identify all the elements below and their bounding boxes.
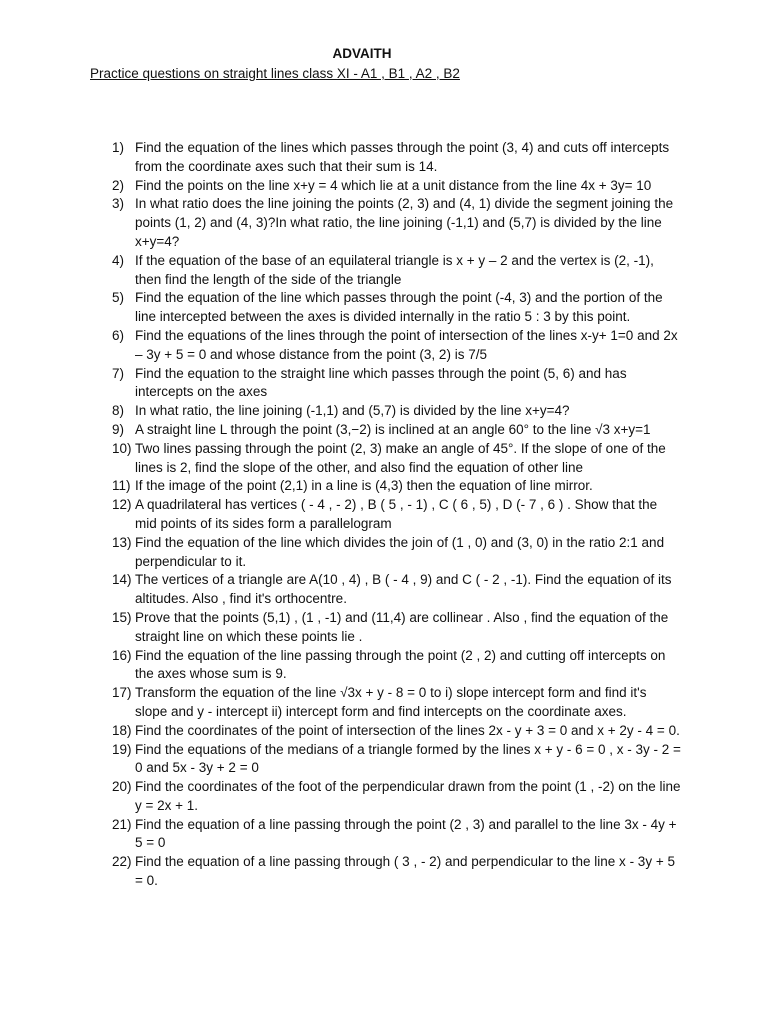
question-text: Find the equation of the lines which passes through the point (3, 4) and cuts off intercepts from the coordinate axes such that their sum is 14.	[135, 140, 670, 174]
question-item	[112, 289, 682, 327]
question-item	[112, 402, 682, 421]
question-item	[112, 534, 682, 572]
question-item	[112, 421, 682, 440]
question-number: 9)	[112, 421, 125, 437]
question-text: Find the equation of the line which passes through the point (-4, 3) and the portion of the line intercepted between the axes is divided internally in the ratio 5 : 3 by this point.	[135, 290, 663, 325]
question-number: 19)	[112, 741, 132, 757]
question-text: Find the equations of the medians of a triangle formed by the lines x + y - 6 = 0 , x - 3y - 2 = 0 and 5x - 3y + 2 = 0	[135, 741, 681, 776]
question-item	[112, 477, 682, 496]
question-item	[112, 571, 682, 609]
question-item	[112, 816, 682, 854]
question-text: Find the equation of a line passing through the point (2 , 3) and parallel to the line 3x - 4y + 5 = 0	[135, 816, 677, 851]
question-number: 17)	[112, 685, 132, 701]
question-number: 21)	[112, 816, 132, 832]
question-number: 13)	[112, 534, 132, 550]
question-number: 10)	[112, 440, 132, 456]
question-number: 15)	[112, 609, 132, 625]
question-text: A straight line L through the point (3,−2) is inclined at an angle 60° to the line √3 x+y=1	[135, 421, 651, 437]
question-text: Prove that the points (5,1) , (1 , -1) and (11,4) are collinear . Also , find the equation of the straight line on which these points lie .	[135, 609, 669, 644]
question-text: Transform the equation of the line √3x + y - 8 = 0 to i) slope intercept form and find it's slope and y - intercept ii) intercept form and find intercepts on the coordinate axes.	[135, 685, 647, 719]
question-item	[112, 195, 682, 251]
question-item	[112, 496, 682, 534]
question-text: Find the equation of a line passing through ( 3 , - 2) and perpendicular to the line x - 3y + 5 = 0.	[135, 854, 675, 889]
question-text: Find the equations of the lines through the point of intersection of the lines x-y+ 1=0 and 2x – 3y + 5 = 0 and whose distance from the point (3, 2) is 7/5	[135, 327, 678, 362]
question-item	[112, 647, 682, 685]
question-text: The vertices of a triangle are A(10 , 4) , B ( - 4 , 9) and C ( - 2 , -1). Find the equation of its altitudes. Also , find it's orthocentre.	[135, 572, 672, 607]
question-text: Find the coordinates of the foot of the perpendicular drawn from the point (1 , -2) on the line y = 2x + 1.	[135, 779, 681, 813]
question-item	[112, 177, 682, 196]
question-text: Find the coordinates of the point of intersection of the lines 2x - y + 3 = 0 and x + 2y - 4 = 0.	[135, 722, 680, 738]
question-number: 14)	[112, 572, 132, 588]
question-item	[112, 440, 682, 478]
question-item	[112, 853, 682, 891]
question-number: 18)	[112, 722, 132, 738]
question-item	[112, 778, 682, 816]
document-subtitle: Practice questions on straight lines class XI - A1 , B1 , A2 , B2	[90, 66, 460, 81]
question-number: 11)	[112, 478, 131, 494]
question-text: Find the equation of the line passing through the point (2 , 2) and cutting off intercepts on the axes whose sum is 9.	[135, 647, 666, 682]
question-item	[112, 609, 682, 647]
question-text: A quadrilateral has vertices ( - 4 , - 2) , B ( 5 , - 1) , C ( 6 , 5) , D (- 7 , 6 ) . Show that the mid points of its sides form a parallelogram	[135, 497, 658, 531]
question-number: 1)	[112, 140, 125, 155]
question-item	[112, 365, 682, 403]
question-item	[112, 327, 682, 365]
question-text: In what ratio does the line joining the points (2, 3) and (4, 1) divide the segment joining the points (1, 2) and (4, 3)?In what ratio, the line joining (-1,1) and (5,7) is divided by the line x+y=4?	[135, 196, 674, 249]
question-item	[112, 741, 682, 779]
question-text: Find the points on the line x+y = 4 which lie at a unit distance from the line 4x + 3y= 10	[135, 177, 652, 193]
question-number: 7)	[112, 365, 125, 381]
question-text: If the image of the point (2,1) in a line is (4,3) then the equation of line mirror.	[135, 478, 593, 494]
question-number: 6)	[112, 327, 125, 343]
question-item	[112, 684, 682, 722]
document-title: ADVAITH	[332, 46, 392, 61]
question-list	[112, 139, 682, 891]
question-number: 22)	[112, 854, 132, 870]
question-text: If the equation of the base of an equilateral triangle is x + y – 2 and the vertex is (2, -1), then find the length of the side of the triangle	[135, 252, 654, 287]
question-number: 3)	[112, 196, 125, 212]
question-number: 5)	[112, 290, 125, 306]
question-number: 4)	[112, 252, 125, 268]
question-number: 20)	[112, 779, 132, 795]
question-text: Find the equation of the line which divides the join of (1 , 0) and (3, 0) in the ratio 2:1 and perpendicular to it.	[135, 534, 665, 569]
question-item	[112, 722, 682, 741]
question-item	[112, 252, 682, 290]
question-number: 2)	[112, 177, 125, 193]
question-number: 16)	[112, 647, 132, 663]
question-text: Find the equation to the straight line which passes through the point (5, 6) and has intercepts on the axes	[135, 365, 627, 400]
question-number: 8)	[112, 403, 125, 419]
question-text: Two lines passing through the point (2, 3) make an angle of 45°. If the slope of one of the lines is 2, find the slope of the other, and also find the equation of other line	[135, 440, 666, 475]
question-text: In what ratio, the line joining (-1,1) and (5,7) is divided by the line x+y=4?	[135, 403, 570, 419]
question-item	[112, 139, 682, 177]
question-number: 12)	[112, 497, 132, 513]
